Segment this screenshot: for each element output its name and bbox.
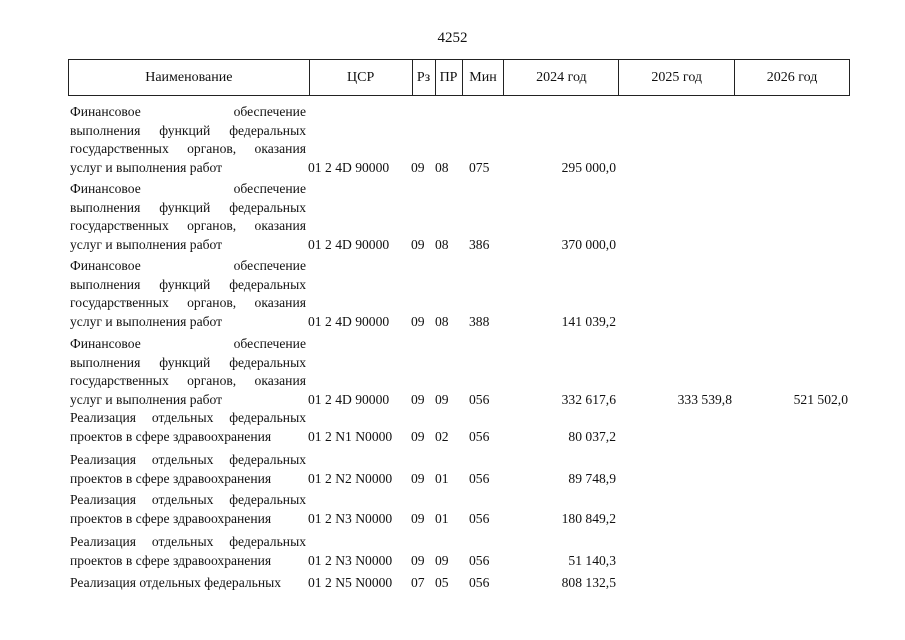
header-name: Наименование (69, 60, 310, 95)
table-row (68, 180, 850, 254)
row-name-line: государственных органов, оказания (70, 373, 306, 389)
row-name (70, 103, 306, 177)
row-name (70, 257, 306, 331)
table-row (68, 451, 850, 488)
row-2026: 521 502,0 (793, 391, 848, 407)
row-pr: 09 (435, 391, 449, 407)
header-min: Мин (463, 60, 505, 95)
row-rz: 09 (411, 552, 425, 568)
row-2024: 180 849,2 (561, 510, 616, 526)
header-rz: Рз (413, 60, 436, 95)
row-name-line: Реализация отдельных федеральных (70, 575, 282, 590)
row-name-line: Реализация отдельных федеральных (70, 452, 306, 467)
row-csr: 01 2 N3 N0000 (308, 510, 393, 526)
row-2024: 51 140,3 (568, 552, 616, 568)
row-name-line: Финансовое обеспечение (70, 258, 306, 273)
page-number: 4252 (437, 30, 468, 46)
row-csr: 01 2 N2 N0000 (308, 470, 393, 486)
row-name-line: выполнения функций федеральных (70, 199, 306, 215)
header-2025: 2025 год (619, 60, 735, 95)
row-name (70, 335, 306, 409)
row-min: 056 (469, 575, 490, 590)
row-name-line: Реализация отдельных федеральных (70, 492, 306, 507)
row-2024: 295 000,0 (561, 159, 616, 175)
row-rz: 09 (411, 510, 425, 526)
row-csr: 01 2 N3 N0000 (308, 552, 393, 568)
row-name-line: Реализация отдельных федеральных (70, 534, 306, 549)
row-rz: 09 (411, 159, 425, 175)
row-name-line: проектов в сфере здравоохранения (70, 470, 272, 486)
row-2024: 141 039,2 (561, 313, 616, 329)
row-name-line: Реализация отдельных федеральных (70, 410, 306, 425)
table-row (68, 257, 850, 331)
row-csr: 01 2 4D 90000 (308, 159, 390, 175)
row-pr: 08 (435, 159, 449, 175)
row-rz: 09 (411, 470, 425, 486)
row-name-line: услуг и выполнения работ (70, 159, 223, 175)
row-csr: 01 2 N1 N0000 (308, 428, 393, 444)
row-name (70, 533, 306, 570)
row-2024: 89 748,9 (568, 470, 616, 486)
row-min: 056 (469, 391, 490, 407)
row-pr: 09 (435, 552, 449, 568)
row-rz: 09 (411, 313, 425, 329)
row-name (70, 180, 306, 254)
row-name-line: выполнения функций федеральных (70, 354, 306, 370)
row-csr: 01 2 4D 90000 (308, 391, 390, 407)
table-row (68, 491, 850, 528)
row-name-line: проектов в сфере здравоохранения (70, 552, 272, 568)
row-rz: 09 (411, 391, 425, 407)
row-name-line: Финансовое обеспечение (70, 336, 306, 351)
row-2025: 333 539,8 (677, 391, 732, 407)
row-2024: 370 000,0 (561, 236, 616, 252)
table-row (68, 335, 850, 409)
header-pr: ПР (436, 60, 463, 95)
row-pr: 01 (435, 510, 449, 526)
row-csr: 01 2 4D 90000 (308, 313, 390, 329)
header-2024: 2024 год (504, 60, 619, 95)
row-rz: 09 (411, 236, 425, 252)
table-row (68, 409, 850, 446)
table-row (68, 103, 850, 177)
row-name-line: государственных органов, оказания (70, 218, 306, 234)
row-rz: 07 (411, 575, 425, 590)
row-min: 388 (469, 313, 490, 329)
row-pr: 08 (435, 313, 449, 329)
row-pr: 01 (435, 470, 449, 486)
row-csr: 01 2 4D 90000 (308, 236, 390, 252)
table-header (68, 59, 850, 96)
row-name-line: выполнения функций федеральных (70, 276, 306, 292)
row-min: 056 (469, 470, 490, 486)
row-min: 075 (469, 159, 490, 175)
header-2026: 2026 год (735, 60, 850, 95)
row-name (70, 574, 306, 593)
row-name-line: проектов в сфере здравоохранения (70, 510, 272, 526)
row-name-line: выполнения функций федеральных (70, 122, 306, 138)
row-name-line: проектов в сфере здравоохранения (70, 428, 272, 444)
row-name-line: государственных органов, оказания (70, 141, 306, 157)
row-name (70, 491, 306, 528)
row-2024: 80 037,2 (568, 428, 616, 444)
row-2024: 808 132,5 (561, 575, 616, 590)
row-name-line: услуг и выполнения работ (70, 313, 223, 329)
row-2024: 332 617,6 (561, 391, 616, 407)
row-name-line: услуг и выполнения работ (70, 236, 223, 252)
row-name (70, 409, 306, 446)
row-name-line: Финансовое обеспечение (70, 181, 306, 196)
row-name-line: Финансовое обеспечение (70, 104, 306, 119)
table-row (68, 574, 850, 593)
row-min: 056 (469, 428, 490, 444)
row-min: 386 (469, 236, 490, 252)
row-csr: 01 2 N5 N0000 (308, 575, 393, 590)
row-min: 056 (469, 552, 490, 568)
row-pr: 05 (435, 575, 449, 590)
row-rz: 09 (411, 428, 425, 444)
row-name-line: государственных органов, оказания (70, 295, 306, 311)
header-csr: ЦСР (310, 60, 413, 95)
row-pr: 02 (435, 428, 449, 444)
table-row (68, 533, 850, 570)
row-min: 056 (469, 510, 490, 526)
row-name-line: услуг и выполнения работ (70, 391, 223, 407)
row-name (70, 451, 306, 488)
row-pr: 08 (435, 236, 449, 252)
